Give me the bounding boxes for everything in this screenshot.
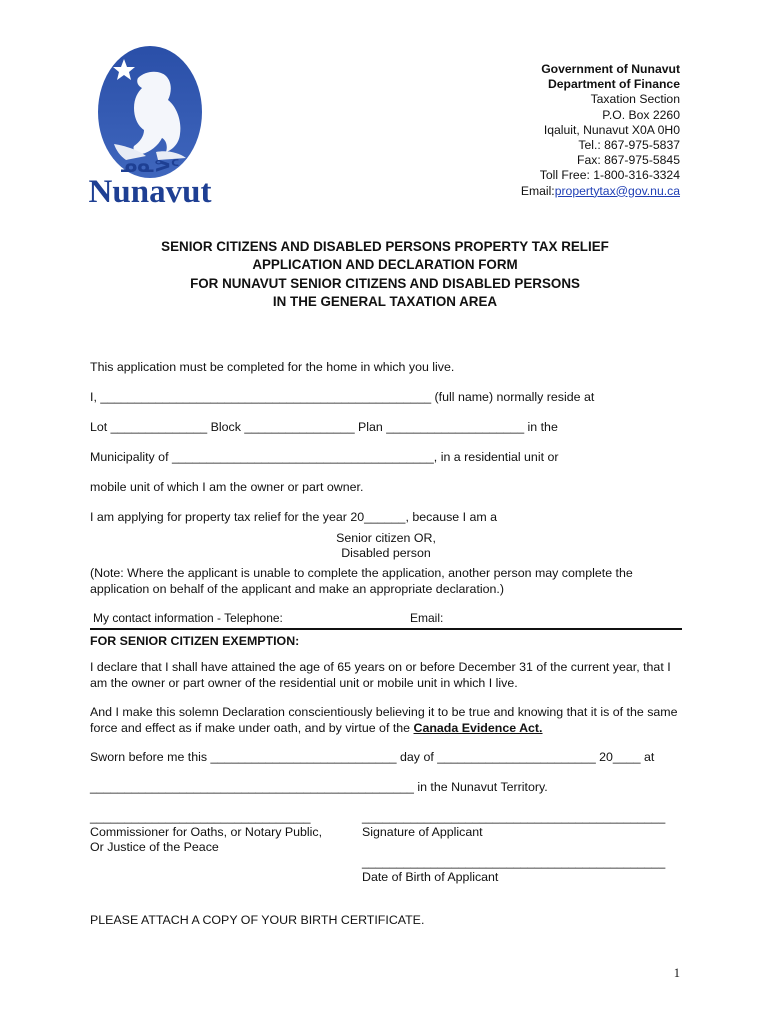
commissioner-label-1: Commissioner for Oaths, or Notary Public, xyxy=(90,825,323,839)
title-line-3: FOR NUNAVUT SENIOR CITIZENS AND DISABLED PERSONS xyxy=(190,275,580,291)
title-line-1: SENIOR CITIZENS AND DISABLED PERSONS PROPERTY TAX RELIEF xyxy=(161,239,609,254)
polar-bear-emblem-icon xyxy=(86,42,216,210)
municipality-field-line[interactable]: Municipality of ______________________________________, in a residential unit or xyxy=(90,450,559,464)
applicant-signature-block xyxy=(362,810,682,840)
title-line-4: IN THE GENERAL TAXATION AREA xyxy=(272,293,498,309)
attach-notice: PLEASE ATTACH A COPY OF YOUR BIRTH CERTIFICATE. xyxy=(90,913,425,927)
po-box: P.O. Box 2260 xyxy=(602,107,680,122)
contact-row xyxy=(90,610,682,630)
syllabics-text: ᓄᓇᕗᑦ xyxy=(120,156,180,177)
section-name: Taxation Section xyxy=(590,92,680,107)
canada-evidence-act: Canada Evidence Act. xyxy=(413,721,543,735)
intro-text: This application must be completed for the home in which you live. xyxy=(90,360,455,374)
nunavut-logo xyxy=(86,42,216,210)
name-field-line[interactable]: I, ________________________________________________ (full name) normally reside at xyxy=(90,390,595,404)
commissioner-block xyxy=(90,810,350,855)
org-name: Government of Nunavut xyxy=(541,62,680,76)
commissioner-signature-line[interactable]: ________________________________ xyxy=(90,810,311,824)
email-field-label[interactable]: Email: xyxy=(410,611,444,625)
dob-label: Date of Birth of Applicant xyxy=(362,870,499,884)
commissioner-label-2: Or Justice of the Peace xyxy=(90,840,219,854)
city: Iqaluit, Nunavut X0A 0H0 xyxy=(543,122,680,137)
signature-label: Signature of Applicant xyxy=(362,825,483,839)
solemn-text: And I make this solemn Declaration conscientiously believing it to be true and knowing that it is of the same force and effect as if make under oath, and by virtue of the xyxy=(90,705,678,735)
mobile-unit-text: mobile unit of which I am the owner or part owner. xyxy=(90,480,364,494)
fax: Fax: 867-975-5845 xyxy=(577,153,680,168)
applicant-signature-line[interactable]: ____________________________________________ xyxy=(362,810,666,824)
email-link[interactable]: propertytax@gov.nu.ca xyxy=(554,183,680,198)
wordmark-text: Nunavut xyxy=(88,174,212,210)
email-row xyxy=(521,184,680,199)
year-field-line[interactable]: I am applying for property tax relief for the year 20______, because I am a xyxy=(90,510,498,524)
option-senior[interactable]: Senior citizen OR, xyxy=(336,531,436,545)
sworn-field-line[interactable]: Sworn before me this ___________________________ day of _______________________ 20____ at xyxy=(90,750,655,764)
form-title xyxy=(0,238,770,311)
lot-field-line[interactable]: Lot ______________ Block ________________ Plan ____________________ in the xyxy=(90,420,558,434)
option-disabled[interactable]: Disabled person xyxy=(341,546,431,560)
exemption-heading: FOR SENIOR CITIZEN EXEMPTION: xyxy=(90,634,300,648)
dob-block xyxy=(362,855,682,885)
title-line-2: APPLICATION AND DECLARATION FORM xyxy=(252,257,518,273)
telephone: Tel.: 867-975-5837 xyxy=(578,138,680,153)
note-text: (Note: Where the applicant is unable to complete the application, another person may complete the application on behalf of the applicant and make an appropriate declaration.) xyxy=(90,566,633,596)
toll-free: Toll Free: 1-800-316-3324 xyxy=(539,168,680,183)
dept-name: Department of Finance xyxy=(547,77,680,92)
email-label: Email: xyxy=(520,183,555,198)
telephone-field-label[interactable]: My contact information - Telephone: xyxy=(93,611,283,625)
page-number: 1 xyxy=(673,966,680,980)
declaration-text: I declare that I shall have attained the age of 65 years on or before December 31 of the current year, that I am the owner or part owner of the residential unit or mobile unit in which I live. xyxy=(90,660,671,690)
solemn-declaration xyxy=(90,704,682,736)
territory-field-line[interactable]: _______________________________________________ in the Nunavut Territory. xyxy=(90,780,548,794)
dob-line[interactable]: ____________________________________________ xyxy=(362,855,666,869)
address-block xyxy=(521,62,680,199)
